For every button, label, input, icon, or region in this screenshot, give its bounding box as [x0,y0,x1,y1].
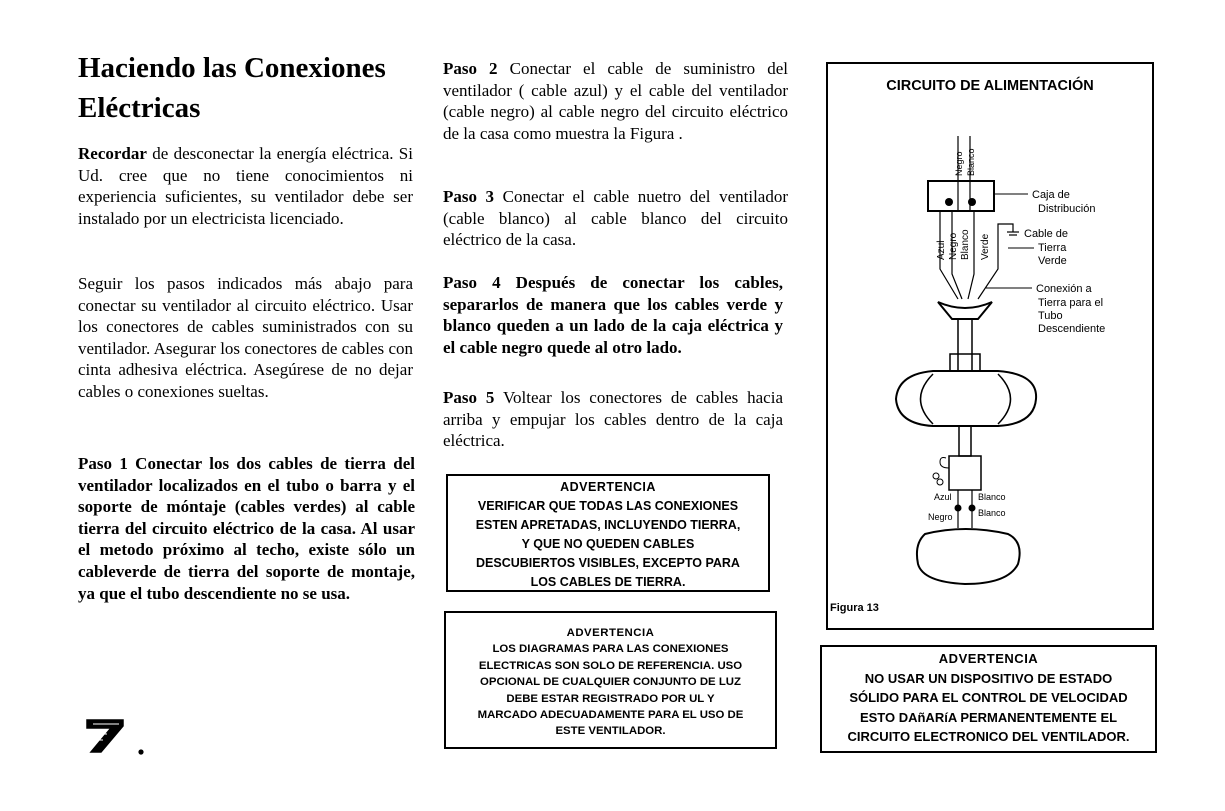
paso1-paragraph [78,453,415,604]
switch-housing [949,456,981,490]
paso4-paragraph [443,272,783,358]
recordar-body: de desconectar la energía eléctrica. Si Ud. cree que no tiene conocimientos ni experiencia suficientes, su ventilador debe ser instalado por un electricista licenciado. [78,144,413,228]
recordar-lead: Recordar [78,144,147,163]
warning-heading: ADVERTENCIA [566,627,655,639]
warning-line: MARCADO ADECUADAMENTE PARA EL USO DE [477,709,744,722]
page-number [83,712,153,765]
label-distribucion: Distribución [1038,203,1096,215]
warning-line: NO USAR UN DISPOSITIVO DE ESTADO [864,670,1113,686]
wiring-diagram [828,64,1152,628]
paso1-lead: Paso 1 [78,454,128,473]
recordar-paragraph [78,143,413,229]
warning-line: OPCIONAL DE CUALQUIER CONJUNTO DE LUZ [480,676,741,689]
paso1-body: Conectar los dos cables de tierra del ventilador localizados en el tubo o barra y el soporte de móntaje (cables verdes) al cable tierra del circuito eléctrico de la casa. Al usar el metodo próximo al techo, existe sólo un cableverde de tierra del soporte de montaje, ya que el tubo descendiente no se usa. [78,454,415,603]
figure-label: Figura 13 [830,602,879,614]
distribution-box [928,181,994,211]
downrod [958,319,972,371]
paso2-lead: Paso 2 [443,59,498,78]
paso5-body: Voltear los conectores de cables hacia arriba y empujar los cables dentro de la caja eléctrica. [443,388,783,451]
wire-nut [955,505,962,512]
page-title [78,48,408,128]
warning-box-diagrams [444,611,777,749]
page-title-line-1: Haciendo las Conexiones [78,52,386,84]
paso2-paragraph [443,58,788,144]
label-top-blanco: Blanco [966,148,976,176]
warning-heading: ADVERTENCIA [560,480,656,494]
warning-line: ELECTRICAS SON SOLO DE REFERENCIA. USO [478,659,743,672]
warning-line: SÓLIDO PARA EL CONTROL DE VELOCIDAD [849,690,1128,705]
downrod-collar [950,354,980,371]
wiring-figure [826,62,1154,630]
paso5-lead: Paso 5 [443,388,495,407]
warning-line: VERIFICAR QUE TODAS LAS CONEXIONES [477,499,739,513]
label-verde: Verde [1038,255,1067,267]
light-kit [917,529,1020,584]
warning-heading: ADVERTENCIA [938,651,1039,666]
page-number-text: 7 [105,748,106,749]
seguir-paragraph: Seguir los pasos indicados más abajo para conectar su ventilador al circuito eléctrico. Usar los conectores de cables suministrados con su ventilador. Asegurar los conectores de cables con cinta adhesiva eléctrica. Asegúrese de no dejar cables o conexiones sueltas. [78,274,413,401]
paso4-body: Después de conectar los cables, separarlos de manera que los cables verde y blanco queden a un lado de la caja eléctrica y el cable negro quede al otro lado. [443,273,783,357]
label-wire-verde: Verde [980,233,991,260]
paso3-lead: Paso 3 [443,187,495,206]
label-lower-blanco-1: Blanco [978,492,1006,502]
label-caja: Caja de [1032,189,1070,201]
label-blanco: Blanco [960,229,971,260]
paso5-paragraph [443,387,783,452]
warning-line: DEBE ESTAR REGISTRADO POR UL Y [506,692,715,705]
label-azul: Azul [936,240,947,260]
warning-line: LOS DIAGRAMAS PARA LAS CONEXIONES [492,643,729,656]
warning-line: LOS CABLES DE TIERRA. [530,575,686,589]
paso2-body: Conectar el cable de suministro del ventilador ( cable azul) y el cable del ventilador (cable negro) al cable negro del circuito eléctrico de la casa como muestra la Figura . [443,59,788,143]
label-top-negro: Negro [954,151,964,176]
label-tubo: Tubo [1038,310,1063,322]
label-tierra: Tierra [1038,242,1067,254]
warning-box-speed-control [820,645,1157,753]
warning-line: CIRCUITO ELECTRONICO DEL VENTILADOR. [847,729,1130,744]
warning-box-connections [446,474,770,592]
label-lower-blanco-2: Blanco [978,508,1006,518]
paso4-lead: Paso 4 [443,273,501,292]
motor-housing [896,371,1036,426]
wire-nut [968,198,976,206]
page-number-graphic [83,712,153,760]
label-tierra-para: Tierra para el [1038,297,1104,309]
warning-line: ESTEN APRETADAS, INCLUYENDO TIERRA, [475,518,741,532]
wire-nut [969,505,976,512]
warning-line: Y QUE NO QUEDEN CABLES [521,537,695,551]
label-lower-negro: Negro [928,512,953,522]
label-descendiente: Descendiente [1038,323,1106,335]
warning-line: ESTE VENTILADOR. [555,725,666,738]
lower-rod [959,426,971,456]
warning-line: ESTO DAñARíA PERMANENTEMENTE EL [859,709,1118,725]
label-lower-azul: Azul [934,492,952,502]
canopy [938,302,992,319]
label-negro: Negro [948,232,959,260]
label-cable-de: Cable de [1024,228,1069,240]
warning-line: DESCUBIERTOS VISIBLES, EXCEPTO PARA [476,556,740,570]
label-conexion: Conexión a [1036,283,1092,295]
page-title-line-2: Eléctricas [78,92,201,124]
figure-title: CIRCUITO DE ALIMENTACIÓN [886,78,1094,94]
wire-nut [945,198,953,206]
paso3-body: Conectar el cable nuetro del ventilador (cable blanco) al cable blanco del circuito eléctrico de la casa. [443,187,789,250]
ground-symbol [998,224,1019,235]
paso3-paragraph [443,186,788,251]
